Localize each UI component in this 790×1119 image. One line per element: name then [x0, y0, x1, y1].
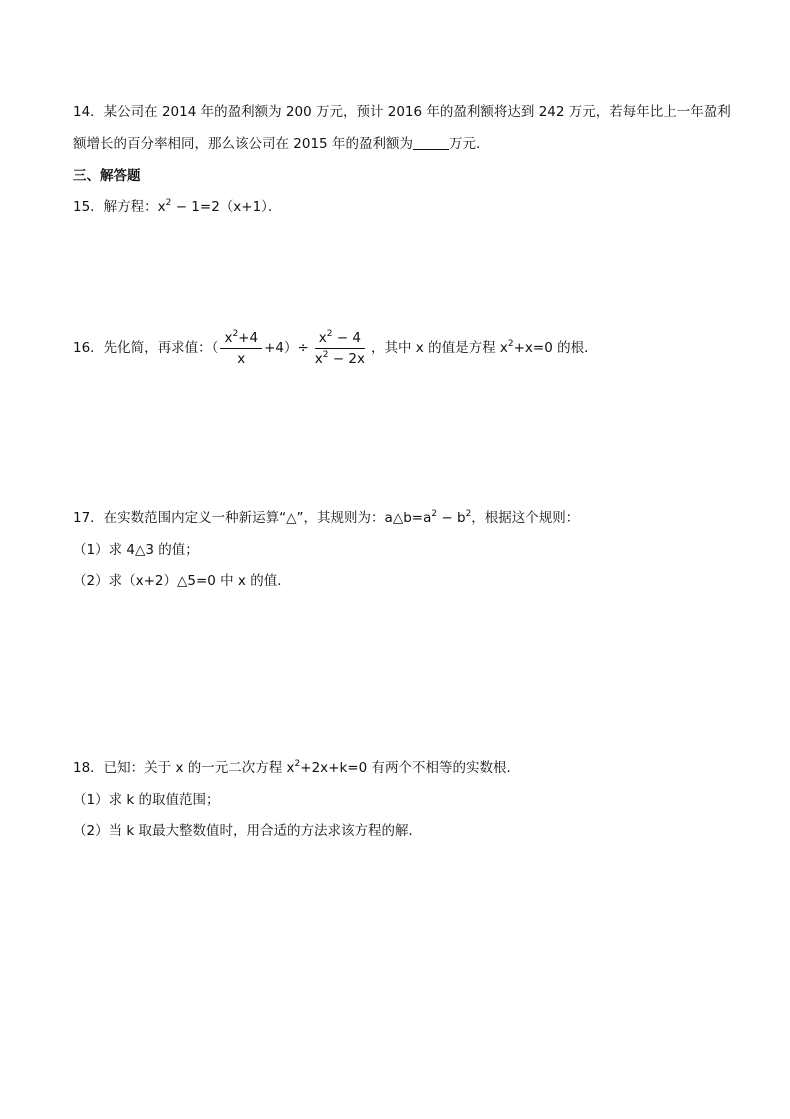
q18-part2 — [73, 821, 422, 841]
answer-blank[interactable] — [413, 135, 449, 150]
q14-line1-text: 14．某公司在 2014 年的盈利额为 200 万元，预计 2016 年的盈利额将达到 242 万元，若每年比上一年盈利 — [73, 104, 731, 120]
q15-text-before: 15．解方程：x — [73, 199, 166, 215]
q16-fraction-2-denominator — [311, 349, 369, 368]
q14-line2-after: 万元． — [448, 136, 490, 152]
q16-f2-den-sup: 2 — [322, 349, 329, 360]
q17-part1-text: （1）求 4△3 的值； — [73, 542, 199, 558]
q18-line1-after: +2x+k=0 有两个不相等的实数根． — [300, 760, 520, 776]
q14-line1 — [73, 102, 731, 122]
q17-line1-mid: − b — [437, 510, 466, 526]
q14-line2 — [73, 134, 489, 154]
q17-line1-after: ，根据这个规则： — [471, 510, 580, 526]
q18-line1 — [73, 758, 520, 778]
q16-fraction-2-numerator — [315, 329, 365, 349]
q16-suffix-before: ，其中 x 的值是方程 x — [371, 340, 508, 356]
q16-fraction-1-denominator: x — [237, 350, 246, 367]
q16-mid: +4）÷ — [264, 340, 309, 356]
q16-suffix-after: +x=0 的根． — [513, 340, 598, 356]
q17-exponent-b: 2 — [465, 509, 472, 519]
q15-exponent: 2 — [165, 198, 172, 208]
q16-f1-num-base: x — [224, 329, 233, 346]
q18-line1-before: 18．已知：关于 x 的一元二次方程 x — [73, 760, 295, 776]
section-title: 三、解答题 — [73, 168, 141, 184]
q16-f2-den-base: x — [314, 350, 323, 367]
q15-text-after: − 1=2（x+1）． — [171, 199, 282, 215]
q16-f2-num-sup: 2 — [326, 328, 333, 339]
q16-f2-num-rest: − 4 — [332, 329, 362, 346]
q18-exponent: 2 — [294, 759, 301, 769]
q16-f1-num-sup: 2 — [232, 328, 239, 339]
q17-part2 — [73, 571, 291, 591]
q16-line — [73, 328, 598, 368]
q17-part2-text: （2）求（x+2）△5=0 中 x 的值． — [73, 573, 291, 589]
q14-line2-before: 额增长的百分率相同，那么该公司在 2015 年的盈利额为 — [73, 136, 413, 152]
q18-part1-text: （1）求 k 的取值范围； — [73, 792, 220, 808]
q16-prefix: 16．先化简，再求值：（ — [73, 340, 219, 356]
q18-part2-text: （2）当 k 取最大整数值时，用合适的方法求该方程的解． — [73, 823, 422, 839]
q17-exponent-a: 2 — [431, 509, 438, 519]
q17-part1 — [73, 540, 199, 560]
q16-f1-num-rest: +4 — [238, 329, 259, 346]
q16-f2-den-rest: − 2x — [328, 350, 366, 367]
q16-f2-num-base: x — [318, 329, 327, 346]
q16-fraction-2 — [311, 329, 369, 368]
q16-suffix-exponent: 2 — [507, 339, 514, 349]
q16-fraction-1 — [220, 329, 262, 368]
q17-line1 — [73, 508, 579, 528]
q16-fraction-1-numerator — [220, 329, 262, 349]
q15-line — [73, 197, 281, 217]
q17-line1-before: 17．在实数范围内定义一种新运算“△”，其规则为：a△b=a — [73, 510, 432, 526]
section-heading-answer-questions — [73, 166, 141, 186]
q18-part1 — [73, 790, 220, 810]
